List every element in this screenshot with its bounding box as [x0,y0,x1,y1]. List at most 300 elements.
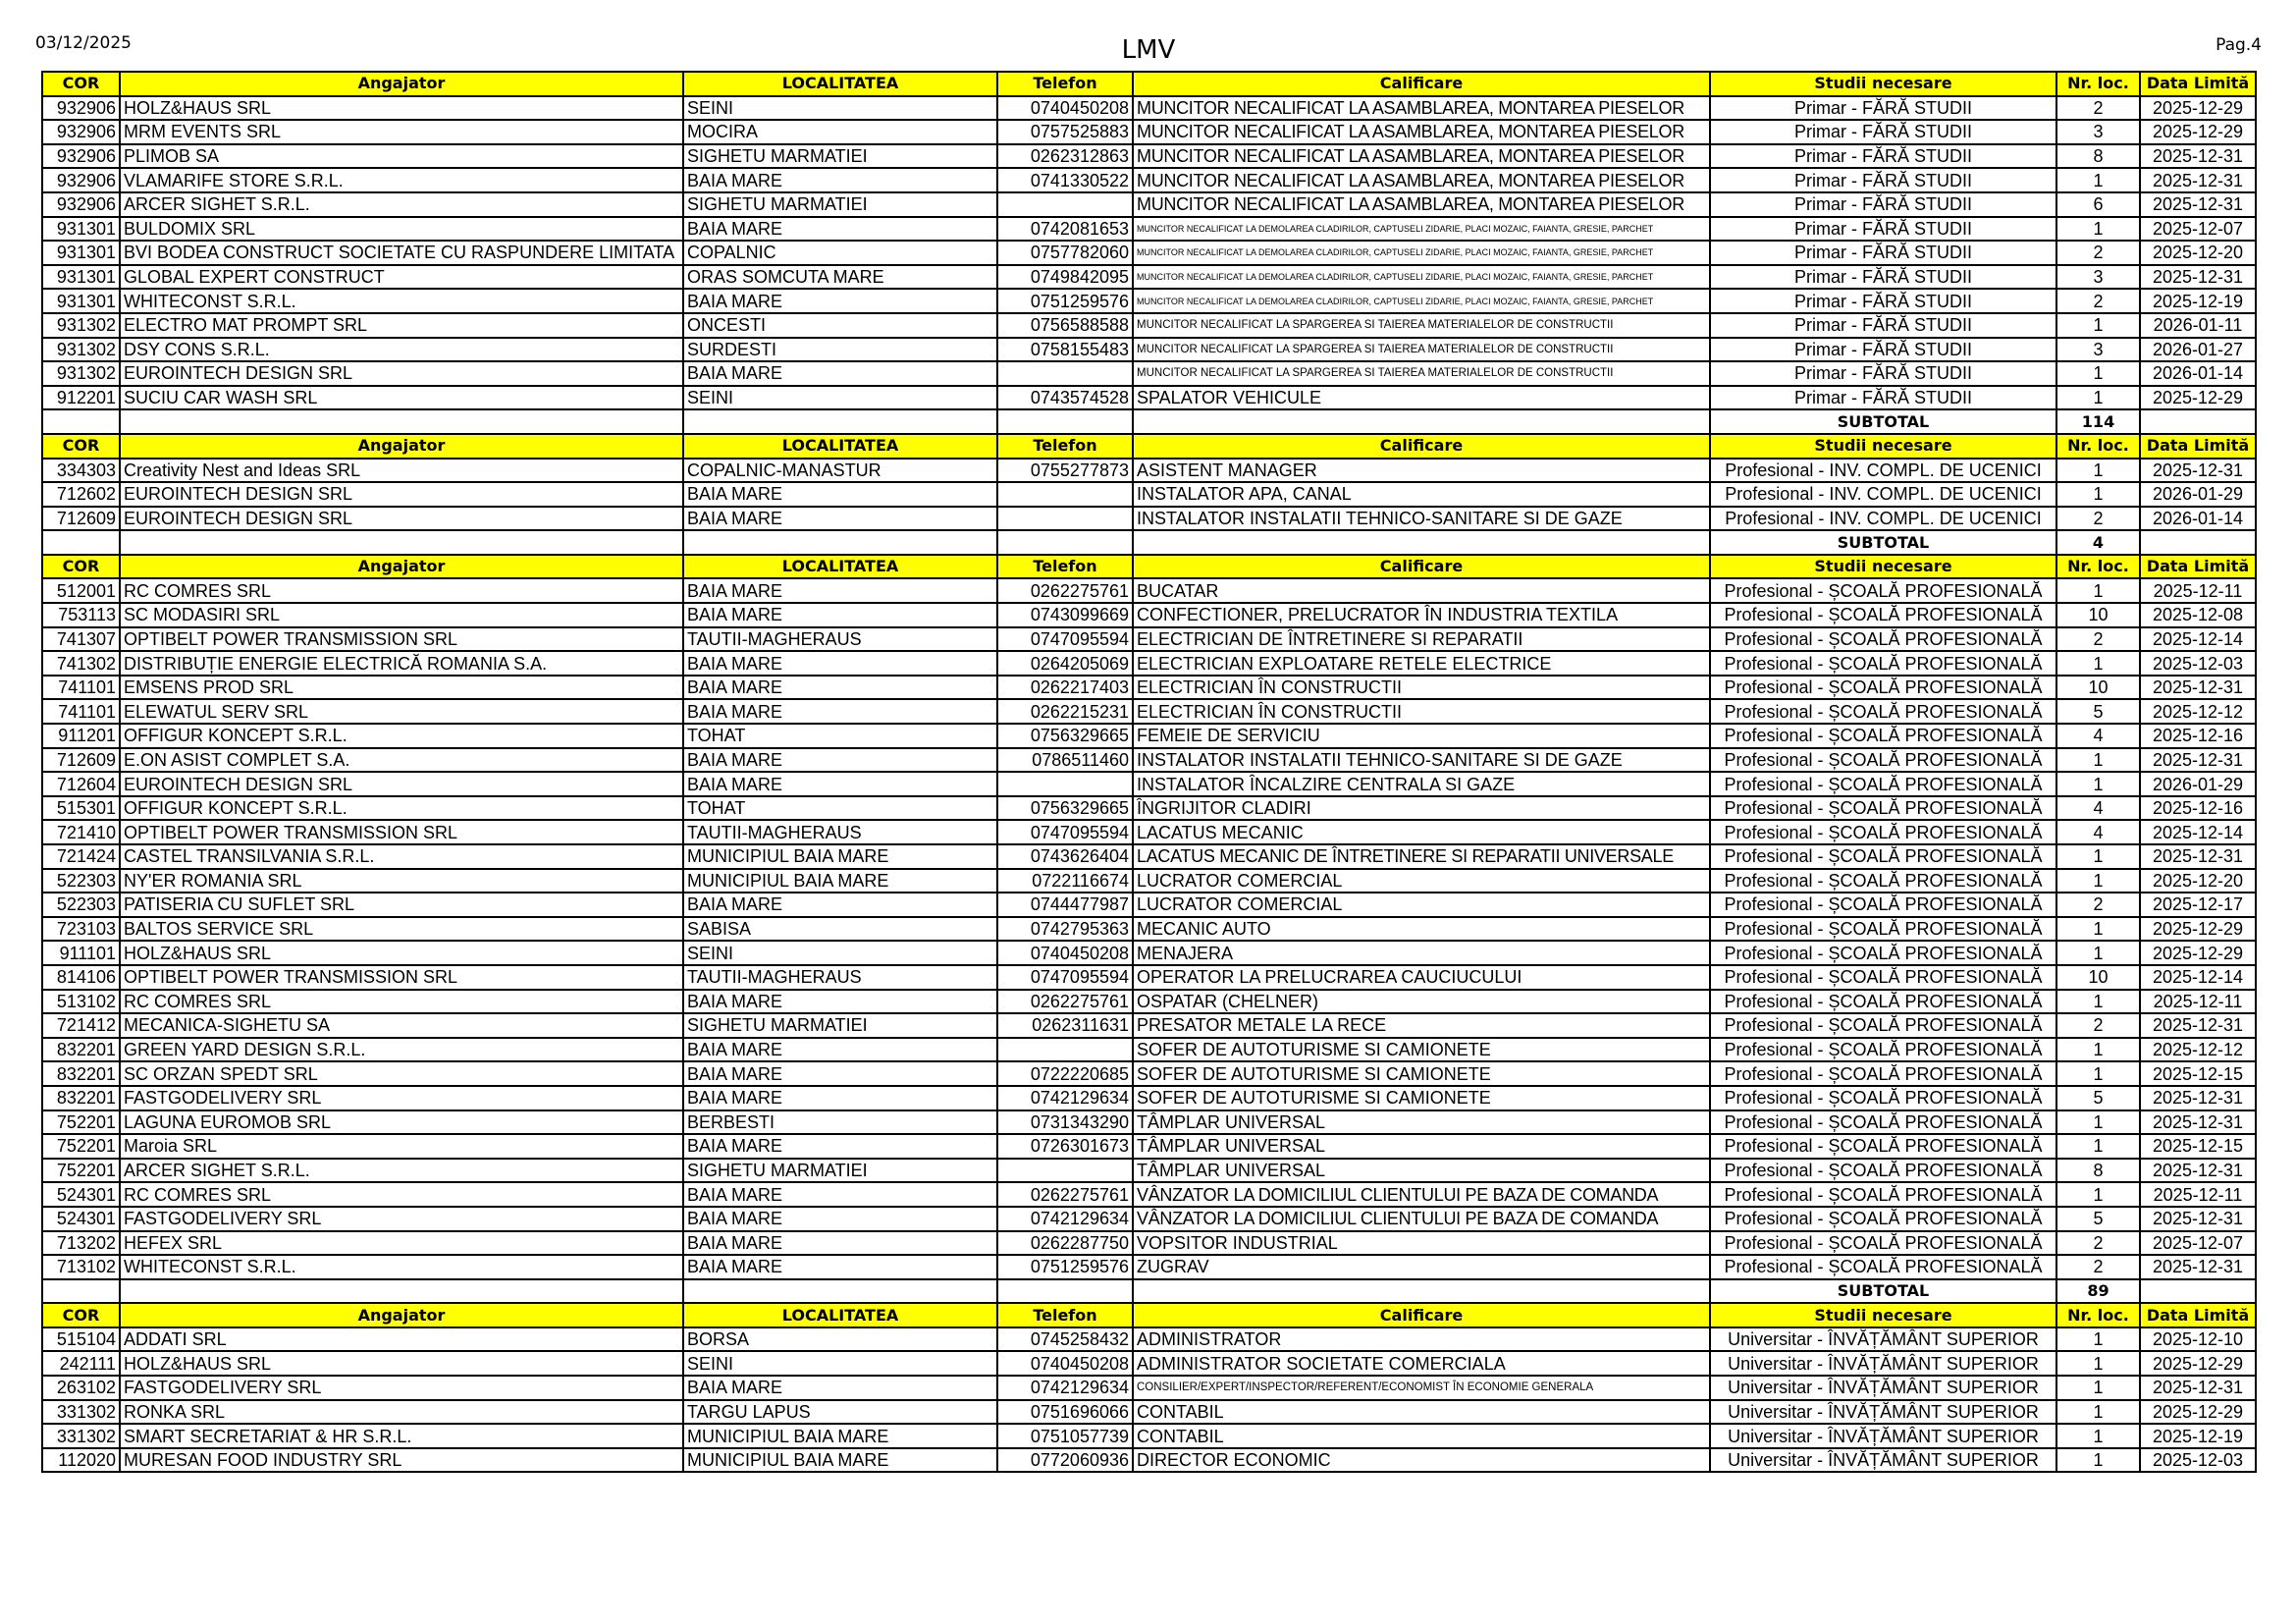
cell-data: 2026-01-29 [2140,482,2256,507]
cell-calificare: MUNCITOR NECALIFICAT LA ASAMBLAREA, MONTAREA PIESELOR [1133,168,1710,192]
table-row [42,1159,2256,1183]
cell-studii: Primar - FĂRĂ STUDII [1710,144,2056,169]
cell-nr: 1 [2056,313,2140,338]
cell-angajator: ELEWATUL SERV SRL [120,699,683,724]
cell-studii: Profesional - ȘCOALĂ PROFESIONALĂ [1710,965,2056,990]
cell-nr: 1 [2056,1400,2140,1425]
table-row [42,990,2256,1014]
cell-data: 2025-12-03 [2140,1448,2256,1473]
cell-data: 2025-12-12 [2140,699,2256,724]
cell-studii: Universitar - ÎNVĂȚĂMÂNT SUPERIOR [1710,1376,2056,1400]
cell-studii: Profesional - ȘCOALĂ PROFESIONALĂ [1710,990,2056,1014]
cell-cor: 513102 [42,990,120,1014]
cell-telefon: 0758155483 [997,338,1133,362]
cell-nr: 3 [2056,338,2140,362]
cell-cor: 832201 [42,1038,120,1062]
cell-data: 2025-12-31 [2140,748,2256,773]
cell-data: 2025-12-10 [2140,1327,2256,1352]
cell-data: 2025-12-29 [2140,120,2256,144]
cell-cor: 721424 [42,844,120,869]
empty-cell [683,409,997,434]
cell-nr: 1 [2056,1134,2140,1159]
table-row [42,289,2256,313]
cell-data: 2026-01-27 [2140,338,2256,362]
cell-nr: 1 [2056,386,2140,410]
cell-cor: 932906 [42,144,120,169]
cell-localitatea: SEINI [683,1351,997,1376]
table-row [42,578,2256,603]
cell-cor: 932906 [42,120,120,144]
table-row [42,459,2256,483]
cell-studii: Profesional - ȘCOALĂ PROFESIONALĂ [1710,893,2056,917]
cell-localitatea: BAIA MARE [683,1207,997,1231]
table-row [42,313,2256,338]
cell-data: 2025-12-31 [2140,1255,2256,1279]
cell-telefon: 0262275761 [997,578,1133,603]
cell-calificare: MUNCITOR NECALIFICAT LA SPARGEREA SI TAIEREA MATERIALELOR DE CONSTRUCTII [1133,361,1710,386]
cell-data: 2026-01-29 [2140,772,2256,796]
column-header-localitatea: LOCALITATEA [683,72,997,96]
column-header-calificare: Calificare [1133,555,1710,579]
column-header-row [42,72,2256,96]
cell-localitatea: BAIA MARE [683,1038,997,1062]
cell-cor: 712609 [42,507,120,531]
table-row [42,603,2256,627]
cell-cor: 931301 [42,241,120,265]
cell-cor: 753113 [42,603,120,627]
table-row [42,893,2256,917]
cell-nr: 1 [2056,1327,2140,1352]
cell-angajator: RC COMRES SRL [120,578,683,603]
cell-telefon: 0740450208 [997,1351,1133,1376]
table-row [42,1182,2256,1207]
cell-calificare: MENAJERA [1133,941,1710,965]
cell-calificare: MUNCITOR NECALIFICAT LA SPARGEREA SI TAIEREA MATERIALELOR DE CONSTRUCTII [1133,313,1710,338]
cell-angajator: MURESAN FOOD INDUSTRY SRL [120,1448,683,1473]
cell-nr: 1 [2056,361,2140,386]
table-row [42,386,2256,410]
cell-telefon: 0747095594 [997,965,1133,990]
cell-data: 2025-12-31 [2140,1159,2256,1183]
cell-data: 2026-01-11 [2140,313,2256,338]
cell-data: 2025-12-31 [2140,1013,2256,1038]
cell-angajator: ARCER SIGHET S.R.L. [120,192,683,217]
column-header-cor: COR [42,434,120,459]
cell-localitatea: MUNICIPIUL BAIA MARE [683,869,997,893]
cell-nr: 2 [2056,893,2140,917]
column-header-cor: COR [42,1303,120,1327]
cell-localitatea: BAIA MARE [683,990,997,1014]
cell-telefon: 0747095594 [997,627,1133,652]
cell-localitatea: BAIA MARE [683,893,997,917]
cell-angajator: ARCER SIGHET S.R.L. [120,1159,683,1183]
cell-localitatea: BAIA MARE [683,699,997,724]
cell-localitatea: SIGHETU MARMATIEI [683,1159,997,1183]
column-header-localitatea: LOCALITATEA [683,555,997,579]
cell-studii: Profesional - ȘCOALĂ PROFESIONALĂ [1710,796,2056,821]
cell-localitatea: BAIA MARE [683,507,997,531]
cell-telefon [997,1159,1133,1183]
cell-telefon [997,192,1133,217]
cell-angajator: PLIMOB SA [120,144,683,169]
table-row [42,699,2256,724]
cell-data: 2025-12-31 [2140,1110,2256,1135]
empty-cell [120,409,683,434]
cell-studii: Profesional - ȘCOALĂ PROFESIONALĂ [1710,748,2056,773]
cell-localitatea: BAIA MARE [683,217,997,242]
subtotal-value: 89 [2056,1279,2140,1304]
cell-data: 2025-12-31 [2140,1086,2256,1110]
cell-telefon: 0742129634 [997,1086,1133,1110]
cell-telefon: 0755277873 [997,459,1133,483]
cell-cor: 931302 [42,313,120,338]
cell-calificare: ELECTRICIAN ÎN CONSTRUCTII [1133,699,1710,724]
cell-nr: 1 [2056,482,2140,507]
cell-cor: 752201 [42,1159,120,1183]
cell-localitatea: BAIA MARE [683,772,997,796]
report-title: LMV [1121,35,1176,65]
cell-studii: Profesional - ȘCOALĂ PROFESIONALĂ [1710,699,2056,724]
cell-localitatea: MUNICIPIUL BAIA MARE [683,1448,997,1473]
table-row [42,361,2256,386]
cell-data: 2025-12-07 [2140,217,2256,242]
cell-data: 2025-12-11 [2140,578,2256,603]
table-row [42,1086,2256,1110]
cell-calificare: CONTABIL [1133,1424,1710,1448]
cell-cor: 522303 [42,893,120,917]
column-header-localitatea: LOCALITATEA [683,434,997,459]
cell-studii: Profesional - ȘCOALĂ PROFESIONALĂ [1710,1255,2056,1279]
column-header-studii: Studii necesare [1710,72,2056,96]
cell-angajator: OFFIGUR KONCEPT S.R.L. [120,796,683,821]
cell-angajator: CASTEL TRANSILVANIA S.R.L. [120,844,683,869]
cell-cor: 741101 [42,676,120,700]
cell-studii: Profesional - ȘCOALĂ PROFESIONALĂ [1710,1231,2056,1256]
cell-nr: 2 [2056,241,2140,265]
cell-telefon: 0744477987 [997,893,1133,917]
cell-cor: 263102 [42,1376,120,1400]
cell-calificare: ELECTRICIAN EXPLOATARE RETELE ELECTRICE [1133,651,1710,676]
table-row [42,965,2256,990]
cell-cor: 723103 [42,917,120,942]
cell-angajator: HOLZ&HAUS SRL [120,941,683,965]
table-row [42,772,2256,796]
cell-angajator: WHITECONST S.R.L. [120,1255,683,1279]
cell-nr: 10 [2056,676,2140,700]
table-row [42,1134,2256,1159]
cell-telefon: 0749842095 [997,265,1133,290]
column-header-nr: Nr. loc. [2056,72,2140,96]
table-row [42,724,2256,748]
table-row [42,1376,2256,1400]
cell-localitatea: TAUTII-MAGHERAUS [683,627,997,652]
cell-studii: Universitar - ÎNVĂȚĂMÂNT SUPERIOR [1710,1424,2056,1448]
cell-studii: Profesional - ȘCOALĂ PROFESIONALĂ [1710,578,2056,603]
cell-telefon: 0264205069 [997,651,1133,676]
cell-localitatea: TAUTII-MAGHERAUS [683,965,997,990]
cell-localitatea: SEINI [683,96,997,121]
empty-cell [2140,409,2256,434]
cell-angajator: VLAMARIFE STORE S.R.L. [120,168,683,192]
cell-angajator: OPTIBELT POWER TRANSMISSION SRL [120,965,683,990]
cell-studii: Profesional - INV. COMPL. DE UCENICI [1710,459,2056,483]
cell-cor: 713202 [42,1231,120,1256]
cell-localitatea: BAIA MARE [683,289,997,313]
column-header-row [42,1303,2256,1327]
subtotal-value: 114 [2056,409,2140,434]
cell-localitatea: BAIA MARE [683,578,997,603]
cell-studii: Profesional - ȘCOALĂ PROFESIONALĂ [1710,1061,2056,1086]
empty-cell [42,1279,120,1304]
cell-calificare: CONTABIL [1133,1400,1710,1425]
cell-nr: 4 [2056,796,2140,821]
cell-localitatea: MOCIRA [683,120,997,144]
cell-localitatea: BAIA MARE [683,1086,997,1110]
table-row [42,820,2256,844]
cell-cor: 512001 [42,578,120,603]
cell-calificare: VÂNZATOR LA DOMICILIUL CLIENTULUI PE BAZA DE COMANDA [1133,1207,1710,1231]
cell-data: 2025-12-07 [2140,1231,2256,1256]
cell-data: 2026-01-14 [2140,507,2256,531]
cell-calificare: PRESATOR METALE LA RECE [1133,1013,1710,1038]
cell-localitatea: ORAS SOMCUTA MARE [683,265,997,290]
cell-calificare: DIRECTOR ECONOMIC [1133,1448,1710,1473]
cell-calificare: MUNCITOR NECALIFICAT LA DEMOLAREA CLADIRILOR, CAPTUSELI ZIDARIE, PLACI MOZAIC, FAIANTA, GRESIE, PARCHET [1133,289,1710,313]
cell-studii: Primar - FĂRĂ STUDII [1710,120,2056,144]
cell-localitatea: BERBESTI [683,1110,997,1135]
cell-localitatea: BAIA MARE [683,1134,997,1159]
cell-studii: Profesional - ȘCOALĂ PROFESIONALĂ [1710,941,2056,965]
empty-cell [683,530,997,555]
cell-nr: 2 [2056,96,2140,121]
empty-cell [120,1279,683,1304]
cell-studii: Primar - FĂRĂ STUDII [1710,338,2056,362]
column-header-telefon: Telefon [997,1303,1133,1327]
subtotal-row [42,409,2256,434]
cell-data: 2025-12-15 [2140,1061,2256,1086]
cell-calificare: TÂMPLAR UNIVERSAL [1133,1159,1710,1183]
empty-cell [2140,1279,2256,1304]
cell-nr: 1 [2056,578,2140,603]
page-number: Pag.4 [2216,35,2262,55]
table-row [42,748,2256,773]
cell-angajator: BALTOS SERVICE SRL [120,917,683,942]
cell-calificare: LUCRATOR COMERCIAL [1133,869,1710,893]
cell-data: 2025-12-16 [2140,724,2256,748]
table-row [42,192,2256,217]
table-row [42,120,2256,144]
cell-studii: Universitar - ÎNVĂȚĂMÂNT SUPERIOR [1710,1400,2056,1425]
cell-angajator: EUROINTECH DESIGN SRL [120,772,683,796]
cell-telefon: 0740450208 [997,941,1133,965]
cell-data: 2025-12-31 [2140,1376,2256,1400]
cell-telefon: 0262275761 [997,990,1133,1014]
cell-angajator: FASTGODELIVERY SRL [120,1376,683,1400]
cell-telefon: 0742129634 [997,1207,1133,1231]
cell-angajator: NY'ER ROMANIA SRL [120,869,683,893]
cell-nr: 2 [2056,627,2140,652]
report-date: 03/12/2025 [35,33,132,53]
cell-localitatea: BAIA MARE [683,676,997,700]
cell-telefon: 0262275761 [997,1182,1133,1207]
cell-calificare: ADMINISTRATOR [1133,1327,1710,1352]
cell-data: 2025-12-14 [2140,965,2256,990]
cell-nr: 1 [2056,459,2140,483]
cell-calificare: MECANIC AUTO [1133,917,1710,942]
cell-nr: 2 [2056,1013,2140,1038]
cell-angajator: MECANICA-SIGHETU SA [120,1013,683,1038]
cell-calificare: CONFECTIONER, PRELUCRATOR ÎN INDUSTRIA TEXTILA [1133,603,1710,627]
cell-calificare: FEMEIE DE SERVICIU [1133,724,1710,748]
cell-telefon: 0731343290 [997,1110,1133,1135]
cell-studii: Universitar - ÎNVĂȚĂMÂNT SUPERIOR [1710,1351,2056,1376]
column-header-localitatea: LOCALITATEA [683,1303,997,1327]
cell-localitatea: COPALNIC-MANASTUR [683,459,997,483]
cell-data: 2026-01-14 [2140,361,2256,386]
cell-angajator: EUROINTECH DESIGN SRL [120,482,683,507]
subtotal-label: SUBTOTAL [1710,530,2056,555]
cell-calificare: TÂMPLAR UNIVERSAL [1133,1110,1710,1135]
cell-calificare: LACATUS MECANIC DE ÎNTRETINERE SI REPARATII UNIVERSALE [1133,844,1710,869]
cell-data: 2025-12-20 [2140,241,2256,265]
cell-data: 2025-12-12 [2140,1038,2256,1062]
cell-nr: 1 [2056,1182,2140,1207]
cell-studii: Primar - FĂRĂ STUDII [1710,361,2056,386]
cell-calificare: LACATUS MECANIC [1133,820,1710,844]
cell-telefon [997,507,1133,531]
empty-cell [42,530,120,555]
cell-calificare: SOFER DE AUTOTURISME SI CAMIONETE [1133,1038,1710,1062]
table-row [42,1448,2256,1473]
cell-angajator: ADDATI SRL [120,1327,683,1352]
cell-studii: Profesional - ȘCOALĂ PROFESIONALĂ [1710,772,2056,796]
cell-studii: Primar - FĂRĂ STUDII [1710,217,2056,242]
cell-calificare: CONSILIER/EXPERT/INSPECTOR/REFERENT/ECONOMIST ÎN ECONOMIE GENERALA [1133,1376,1710,1400]
cell-nr: 1 [2056,748,2140,773]
cell-telefon: 0786511460 [997,748,1133,773]
cell-calificare: MUNCITOR NECALIFICAT LA DEMOLAREA CLADIRILOR, CAPTUSELI ZIDARIE, PLACI MOZAIC, FAIANTA, GRESIE, PARCHET [1133,265,1710,290]
cell-cor: 522303 [42,869,120,893]
table-row [42,844,2256,869]
table-row [42,869,2256,893]
column-header-calificare: Calificare [1133,72,1710,96]
cell-localitatea: SURDESTI [683,338,997,362]
cell-localitatea: BAIA MARE [683,482,997,507]
cell-studii: Profesional - ȘCOALĂ PROFESIONALĂ [1710,869,2056,893]
cell-telefon: 0742795363 [997,917,1133,942]
cell-cor: 912201 [42,386,120,410]
cell-localitatea: SEINI [683,941,997,965]
empty-cell [997,409,1133,434]
cell-cor: 931302 [42,338,120,362]
cell-calificare: SOFER DE AUTOTURISME SI CAMIONETE [1133,1086,1710,1110]
cell-nr: 4 [2056,724,2140,748]
empty-cell [1133,530,1710,555]
cell-nr: 1 [2056,869,2140,893]
cell-studii: Profesional - ȘCOALĂ PROFESIONALĂ [1710,1013,2056,1038]
subtotal-value: 4 [2056,530,2140,555]
cell-telefon: 0740450208 [997,96,1133,121]
cell-telefon: 0722220685 [997,1061,1133,1086]
cell-calificare: MUNCITOR NECALIFICAT LA ASAMBLAREA, MONTAREA PIESELOR [1133,192,1710,217]
cell-data: 2025-12-17 [2140,893,2256,917]
cell-localitatea: TARGU LAPUS [683,1400,997,1425]
cell-localitatea: BAIA MARE [683,1182,997,1207]
cell-angajator: HEFEX SRL [120,1231,683,1256]
cell-data: 2025-12-08 [2140,603,2256,627]
empty-cell [997,1279,1133,1304]
cell-data: 2025-12-29 [2140,96,2256,121]
cell-cor: 721412 [42,1013,120,1038]
empty-cell [1133,1279,1710,1304]
column-header-data: Data Limită [2140,72,2256,96]
cell-studii: Profesional - ȘCOALĂ PROFESIONALĂ [1710,917,2056,942]
column-header-angajator: Angajator [120,434,683,459]
cell-data: 2025-12-14 [2140,627,2256,652]
cell-calificare: SPALATOR VEHICULE [1133,386,1710,410]
cell-telefon: 0751057739 [997,1424,1133,1448]
table-row [42,917,2256,942]
cell-cor: 911101 [42,941,120,965]
cell-telefon: 0751259576 [997,1255,1133,1279]
cell-nr: 1 [2056,917,2140,942]
cell-cor: 931301 [42,289,120,313]
empty-cell [997,530,1133,555]
table-row [42,241,2256,265]
cell-data: 2025-12-15 [2140,1134,2256,1159]
cell-nr: 1 [2056,1110,2140,1135]
cell-telefon: 0756329665 [997,796,1133,821]
column-header-telefon: Telefon [997,72,1133,96]
cell-cor: 741101 [42,699,120,724]
cell-studii: Profesional - ȘCOALĂ PROFESIONALĂ [1710,1134,2056,1159]
cell-cor: 524301 [42,1182,120,1207]
table-row [42,1351,2256,1376]
cell-angajator: SUCIU CAR WASH SRL [120,386,683,410]
cell-localitatea: BAIA MARE [683,748,997,773]
cell-cor: 832201 [42,1086,120,1110]
table-row [42,627,2256,652]
cell-localitatea: TOHAT [683,724,997,748]
table-row [42,217,2256,242]
cell-telefon [997,1038,1133,1062]
cell-nr: 4 [2056,820,2140,844]
table-row [42,96,2256,121]
cell-studii: Profesional - INV. COMPL. DE UCENICI [1710,482,2056,507]
cell-nr: 2 [2056,1231,2140,1256]
cell-telefon: 0757525883 [997,120,1133,144]
table-row [42,507,2256,531]
cell-angajator: DISTRIBUȚIE ENERGIE ELECTRICĂ ROMANIA S.A. [120,651,683,676]
cell-cor: 931301 [42,265,120,290]
cell-cor: 814106 [42,965,120,990]
cell-angajator: GLOBAL EXPERT CONSTRUCT [120,265,683,290]
cell-nr: 2 [2056,507,2140,531]
cell-angajator: SC ORZAN SPEDT SRL [120,1061,683,1086]
table-row [42,651,2256,676]
cell-cor: 741302 [42,651,120,676]
cell-studii: Profesional - ȘCOALĂ PROFESIONALĂ [1710,627,2056,652]
cell-angajator: ELECTRO MAT PROMPT SRL [120,313,683,338]
cell-studii: Primar - FĂRĂ STUDII [1710,265,2056,290]
cell-telefon: 0722116674 [997,869,1133,893]
table-row [42,941,2256,965]
cell-nr: 3 [2056,120,2140,144]
cell-studii: Profesional - ȘCOALĂ PROFESIONALĂ [1710,844,2056,869]
cell-cor: 752201 [42,1134,120,1159]
cell-studii: Profesional - ȘCOALĂ PROFESIONALĂ [1710,1159,2056,1183]
cell-cor: 721410 [42,820,120,844]
